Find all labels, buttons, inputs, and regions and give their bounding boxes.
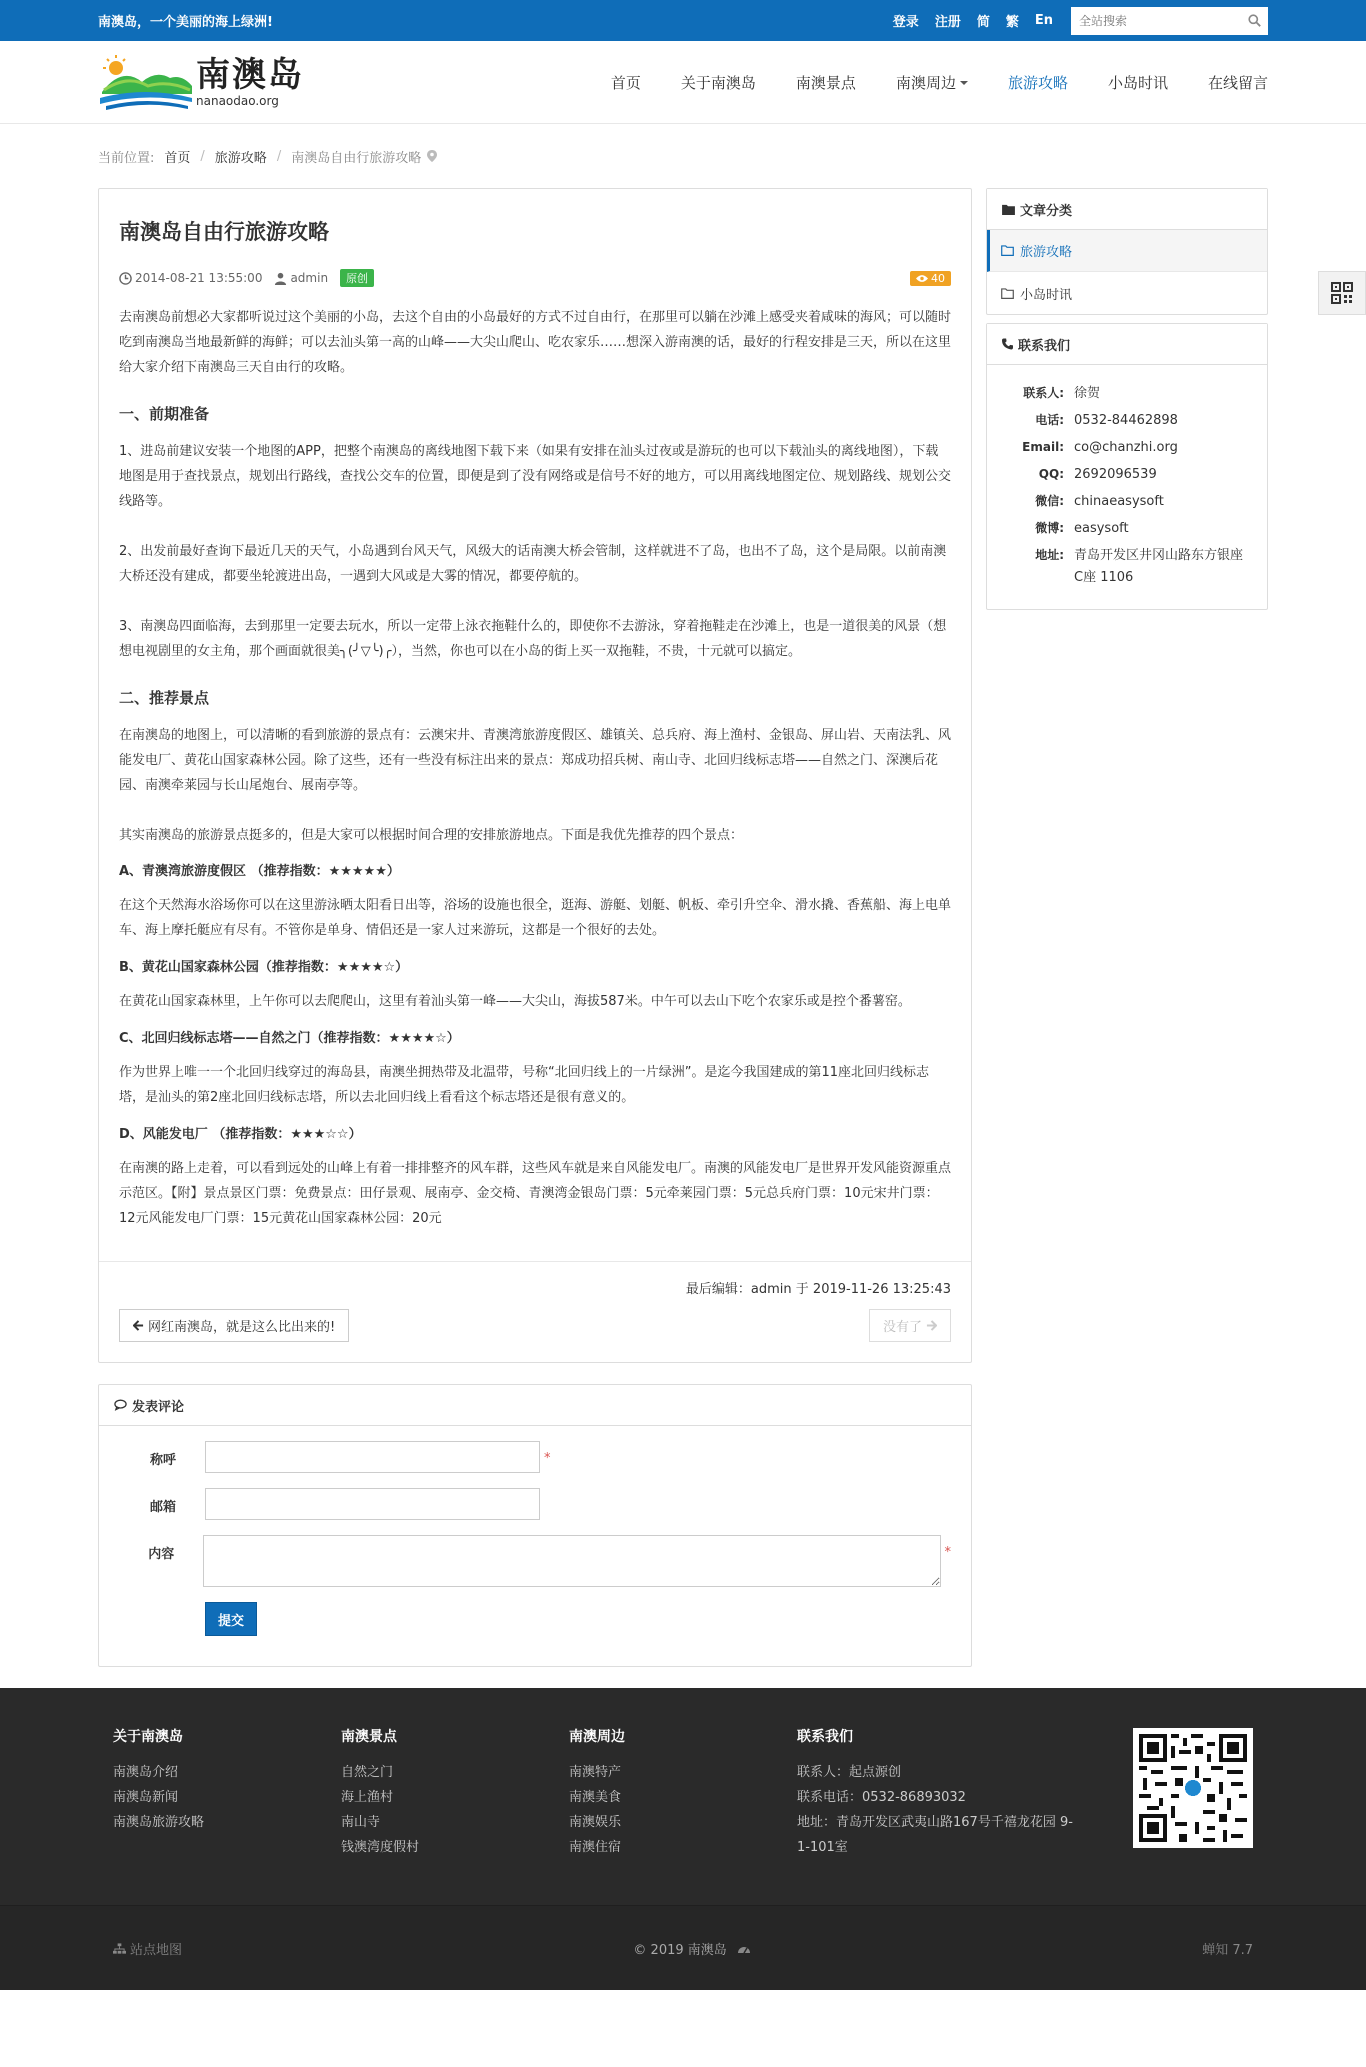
top-bar bbox=[0, 0, 1366, 41]
contact-value: chinaeasysoft bbox=[1074, 494, 1164, 509]
powered-by-link[interactable]: 蝉知 7.7 bbox=[1202, 1943, 1253, 1958]
footer-link[interactable]: 南澳特产 bbox=[569, 1765, 622, 1780]
article-author-text: admin bbox=[290, 271, 329, 285]
contact-value: 徐贺 bbox=[1074, 386, 1101, 401]
email-input[interactable] bbox=[205, 1488, 540, 1520]
footer-link[interactable]: 南澳住宿 bbox=[569, 1840, 622, 1855]
breadcrumb bbox=[98, 124, 1268, 188]
footer-link[interactable]: 南澳美食 bbox=[569, 1790, 622, 1805]
contact-key: 地址: bbox=[1035, 548, 1064, 562]
contact-key: Email: bbox=[1022, 440, 1064, 454]
dashboard-icon bbox=[737, 1943, 751, 1955]
category-title: 文章分类 bbox=[1020, 203, 1073, 219]
map-marker-icon bbox=[427, 150, 437, 162]
article-date-text: 2014-08-21 13:55:00 bbox=[135, 271, 263, 285]
category-label: 小岛时讯 bbox=[1020, 287, 1073, 303]
nav-scenic-spots[interactable]: 南澳景点 bbox=[795, 73, 856, 92]
qrcode-icon bbox=[1139, 1734, 1247, 1842]
contact-row bbox=[1002, 407, 1252, 434]
article-paragraph: 其实南澳岛的旅游景点挺多的，但是大家可以根据时间合理的安排旅游地点。下面是我优先推荐的四个景点： bbox=[119, 828, 744, 843]
article-title: 南澳岛自由行旅游攻略 bbox=[119, 220, 329, 244]
contact-row bbox=[1002, 461, 1252, 488]
nav-travel-guide[interactable]: 旅游攻略 bbox=[1007, 73, 1068, 92]
user-icon bbox=[274, 272, 287, 285]
contact-row bbox=[1002, 542, 1252, 589]
content-label: 内容 bbox=[148, 1547, 175, 1562]
nav-surroundings[interactable] bbox=[896, 72, 968, 93]
footer-link[interactable]: 南澳岛新闻 bbox=[113, 1790, 179, 1805]
arrow-left-icon bbox=[133, 1320, 144, 1331]
contact-row bbox=[1002, 515, 1252, 542]
nav-island-news[interactable]: 小岛时讯 bbox=[1107, 73, 1168, 92]
login-link[interactable]: 登录 bbox=[892, 15, 919, 30]
footer-link[interactable]: 自然之门 bbox=[341, 1765, 394, 1780]
article-meta bbox=[119, 269, 951, 287]
contact-weibo-link[interactable]: easysoft bbox=[1074, 521, 1129, 536]
section-heading-spots: 二、推荐景点 bbox=[119, 689, 210, 707]
floating-qr-button[interactable] bbox=[1318, 271, 1366, 315]
contact-row bbox=[1002, 434, 1252, 461]
folder-icon bbox=[1002, 204, 1015, 215]
footer-link[interactable]: 南澳娱乐 bbox=[569, 1815, 622, 1830]
article-paragraph: 作为世界上唯一一个北回归线穿过的海岛县，南澳坐拥热带及北温带，号称“北回归线上的一片绿洲”。是迄今我国建成的第11座北回归线标志塔，是汕头的第2座北回归线标志塔，所以去北回归线上看看这个标志塔还是很有意义的。 bbox=[119, 1065, 930, 1105]
article-pager bbox=[119, 1309, 951, 1342]
article-author bbox=[274, 271, 328, 285]
article-paragraph: 3、南澳岛四面临海，去到那里一定要去玩水，所以一定带上泳衣拖鞋什么的，即使你不去游泳，穿着拖鞋走在沙滩上，也是一道很美的风景（想想电视剧里的女主角，那个画面就很美╮(╯▽╰)╭），当然，你也可以在小岛的街上买一双拖鞋，不贵，十元就可以搞定。 bbox=[119, 619, 947, 659]
breadcrumb-current: 南澳岛自由行旅游攻略 bbox=[291, 150, 422, 166]
name-label: 称呼 bbox=[149, 1453, 176, 1468]
contact-row bbox=[1002, 380, 1252, 407]
breadcrumb-separator: / bbox=[276, 148, 282, 164]
article-intro: 去南澳岛前想必大家都听说过这个美丽的小岛，去这个自由的小岛最好的方式不过自由行，在那里可以躺在沙滩上感受夹着咸味的海风；可以随时吃到南澳岛当地最新鲜的海鲜；可以去汕头第一高的山峰——大尖山爬山、吃农家乐……想深入游南澳的话，最好的行程安排是三天，所以在这里给大家介绍下南澳岛三天自由行的攻略。 bbox=[119, 310, 952, 375]
search-box bbox=[1071, 7, 1268, 35]
footer-col-title: 关于南澳岛 bbox=[113, 1729, 183, 1745]
contact-key: QQ: bbox=[1038, 467, 1064, 481]
required-mark: * bbox=[944, 1545, 951, 1560]
footer-link[interactable]: 南澳岛介绍 bbox=[113, 1765, 179, 1780]
footer-col-title: 联系我们 bbox=[797, 1729, 853, 1745]
footer-col-spots bbox=[326, 1726, 554, 1905]
site-logo[interactable] bbox=[98, 52, 304, 112]
article-paragraph: 在这个天然海水浴场你可以在这里游泳晒太阳看日出等，浴场的设施也很全，逛海、游艇、划艇、帆板、牵引升空伞、滑水撬、香蕉船、海上电单车、海上摩托艇应有尽有。不管你是单身、情侣还是一家人过来游玩，这都是一个很好的去处。 bbox=[119, 898, 952, 938]
comment-icon bbox=[114, 1399, 127, 1411]
main-nav bbox=[571, 72, 1268, 93]
site-footer bbox=[0, 1688, 1366, 1990]
contact-qq-link[interactable]: 2692096539 bbox=[1074, 467, 1157, 482]
prev-article-button[interactable] bbox=[119, 1309, 349, 1342]
sitemap-icon bbox=[113, 1943, 126, 1955]
breadcrumb-prefix: 当前位置: bbox=[98, 150, 155, 166]
folder-open-icon bbox=[1001, 288, 1014, 299]
category-label: 旅游攻略 bbox=[1020, 245, 1073, 260]
footer-contact-text: 联系人：起点源创 bbox=[797, 1765, 902, 1780]
next-article-button[interactable] bbox=[869, 1309, 951, 1342]
contact-value: 青岛开发区井冈山路东方银座C座 1106 bbox=[1074, 548, 1244, 585]
contact-panel bbox=[986, 323, 1268, 610]
contact-row bbox=[1002, 488, 1252, 515]
spot-heading-d: D、风能发电厂 （推荐指数：★★★☆☆） bbox=[119, 1127, 362, 1142]
contact-value: 0532-84462898 bbox=[1074, 413, 1178, 428]
simplified-chinese-link[interactable]: 简 bbox=[976, 15, 990, 30]
contact-key: 微博: bbox=[1035, 521, 1064, 535]
contact-title: 联系我们 bbox=[1018, 338, 1071, 354]
comment-form bbox=[99, 1426, 971, 1666]
article-panel bbox=[98, 188, 972, 1363]
section-heading-preparation: 一、前期准备 bbox=[119, 405, 210, 423]
logo-domain-text: nanaodao.org bbox=[196, 94, 279, 108]
content-textarea[interactable] bbox=[203, 1535, 940, 1587]
footer-col-contact bbox=[782, 1726, 1082, 1905]
article-content bbox=[119, 305, 951, 1231]
footer-col-about bbox=[98, 1726, 326, 1905]
contact-header bbox=[987, 324, 1267, 365]
footer-link[interactable]: 钱澳湾度假村 bbox=[341, 1840, 420, 1855]
footer-bottom bbox=[0, 1905, 1366, 1990]
article-paragraph: 2、出发前最好查询下最近几天的天气，小岛遇到台风天气，风级大的话南澳大桥会管制，这样就进不了岛，也出不了岛，这个是局限。以前南澳大桥还没有建成，都要坐轮渡进出岛，一遇到大风或是大雾的情况，都要停航的。 bbox=[119, 544, 947, 584]
comment-panel bbox=[98, 1384, 972, 1667]
english-link[interactable]: En bbox=[1034, 13, 1053, 28]
footer-contact-text: 联系电话：0532-86893032 bbox=[797, 1790, 966, 1805]
logo-chinese-text: 南澳岛 bbox=[196, 55, 304, 95]
nav-home[interactable]: 首页 bbox=[610, 73, 641, 92]
breadcrumb-home[interactable]: 首页 bbox=[164, 150, 191, 166]
last-edited: 最后编辑：admin 于 2019-11-26 13:25:43 bbox=[685, 1282, 951, 1297]
category-item-island-news[interactable] bbox=[987, 272, 1267, 314]
views-badge bbox=[910, 271, 951, 286]
contact-body bbox=[987, 365, 1267, 609]
nav-surroundings-label: 南澳周边 bbox=[895, 73, 956, 92]
traditional-chinese-link[interactable]: 繁 bbox=[1005, 15, 1019, 30]
article-date bbox=[119, 271, 262, 285]
contact-key: 电话: bbox=[1035, 413, 1064, 427]
folder-open-icon bbox=[1001, 245, 1014, 256]
search-icon[interactable] bbox=[1240, 7, 1268, 35]
category-panel bbox=[986, 188, 1268, 315]
article-footer bbox=[99, 1261, 971, 1362]
name-input[interactable] bbox=[205, 1441, 540, 1473]
spot-heading-b: B、黄花山国家森林公园（推荐指数：★★★★☆） bbox=[119, 960, 409, 975]
contact-key: 联系人: bbox=[1023, 386, 1064, 400]
clock-icon bbox=[119, 272, 132, 285]
views-count: 40 bbox=[931, 271, 945, 285]
article-paragraph: 在南澳岛的地图上，可以清晰的看到旅游的景点有：云澳宋井、青澳湾旅游度假区、雄镇关、总兵府、海上渔村、金银岛、屏山岩、天南法乳、风能发电厂、黄花山国家森林公园。除了这些，还有一些没有标注出来的景点：郑成功招兵树、南山寺、北回归线标志塔——自然之门、深澳后花园、南澳牵莱园与长山尾炮台、展南亭等。 bbox=[119, 728, 952, 793]
logo-island-icon bbox=[98, 52, 194, 112]
copyright-text: © 2019 南澳岛 bbox=[633, 1943, 727, 1958]
footer-link[interactable]: 海上渔村 bbox=[341, 1790, 394, 1805]
register-link[interactable]: 注册 bbox=[934, 15, 961, 30]
footer-col-title: 南澳周边 bbox=[569, 1729, 625, 1745]
qrcode-icon bbox=[1331, 282, 1353, 304]
footer-qr-code bbox=[1133, 1728, 1253, 1848]
chevron-down-icon bbox=[960, 81, 968, 85]
nav-online-message[interactable]: 在线留言 bbox=[1207, 73, 1268, 92]
nav-about[interactable]: 关于南澳岛 bbox=[680, 73, 756, 92]
comment-title: 发表评论 bbox=[132, 1399, 185, 1415]
contact-email-link[interactable]: co@chanzhi.org bbox=[1074, 440, 1178, 455]
category-header bbox=[987, 189, 1267, 230]
phone-icon bbox=[1002, 338, 1013, 350]
category-item-travel-guide[interactable] bbox=[987, 230, 1267, 272]
submit-button[interactable]: 提交 bbox=[205, 1602, 257, 1636]
footer-col-surroundings bbox=[554, 1726, 782, 1905]
contact-key: 微信: bbox=[1035, 494, 1064, 508]
spot-heading-a: A、青澳湾旅游度假区 （推荐指数：★★★★★） bbox=[119, 864, 400, 879]
eye-icon bbox=[916, 274, 928, 283]
article-paragraph: 在南澳的路上走着，可以看到远处的山峰上有着一排排整齐的风车群，这些风车就是来自风能发电厂。南澳的风能发电厂是世界开发风能资源重点示范区。【附】景点景区门票：免费景点：田仔景观、展南亭、金交椅、青澳湾金银岛门票：5元牵莱园门票：5元总兵府门票：10元宋井门票：12元风能发电厂门票：15元黄花山国家森林公园：20元 bbox=[119, 1161, 952, 1226]
sitemap-label: 站点地图 bbox=[130, 1943, 183, 1958]
site-header bbox=[0, 41, 1366, 124]
footer-col-title: 南澳景点 bbox=[341, 1729, 397, 1745]
next-article-label: 没有了 bbox=[882, 1320, 922, 1335]
footer-link[interactable]: 南澳岛旅游攻略 bbox=[113, 1815, 205, 1830]
search-input[interactable] bbox=[1071, 7, 1240, 35]
sitemap-link[interactable] bbox=[113, 1939, 182, 1958]
comment-header bbox=[99, 1385, 971, 1426]
email-label: 邮箱 bbox=[149, 1500, 176, 1515]
original-badge: 原创 bbox=[340, 269, 374, 287]
arrow-right-icon bbox=[926, 1320, 937, 1331]
breadcrumb-travel-guide[interactable]: 旅游攻略 bbox=[214, 150, 267, 166]
required-mark: * bbox=[544, 1451, 551, 1466]
footer-link[interactable]: 南山寺 bbox=[341, 1815, 381, 1830]
article-paragraph: 在黄花山国家森林里，上午你可以去爬爬山，这里有着汕头第一峰——大尖山，海拔587米。中午可以去山下吃个农家乐或是控个番薯窑。 bbox=[119, 994, 911, 1009]
site-slogan: 南澳岛，一个美丽的海上绿洲! bbox=[98, 15, 273, 30]
top-bar-right bbox=[877, 7, 1268, 35]
prev-article-label: 网红南澳岛，就是这么比出来的! bbox=[148, 1320, 336, 1335]
footer-contact-text: 地址：青岛开发区武夷山路167号千禧龙花园 9-1-101室 bbox=[797, 1815, 1073, 1855]
spot-heading-c: C、北回归线标志塔——自然之门（推荐指数：★★★★☆） bbox=[119, 1031, 460, 1046]
copyright bbox=[633, 1939, 750, 1958]
article-paragraph: 1、进岛前建议安装一个地图的APP，把整个南澳岛的离线地图下载下来（如果有安排在汕头过夜或是游玩的也可以下载汕头的离线地图），下载地图是用于查找景点，规划出行路线，查找公交车的位置，即便是到了没有网络或是信号不好的地方，可以用离线地图定位、规划路线、规划公交线路等。 bbox=[119, 444, 952, 509]
breadcrumb-separator: / bbox=[200, 148, 205, 164]
